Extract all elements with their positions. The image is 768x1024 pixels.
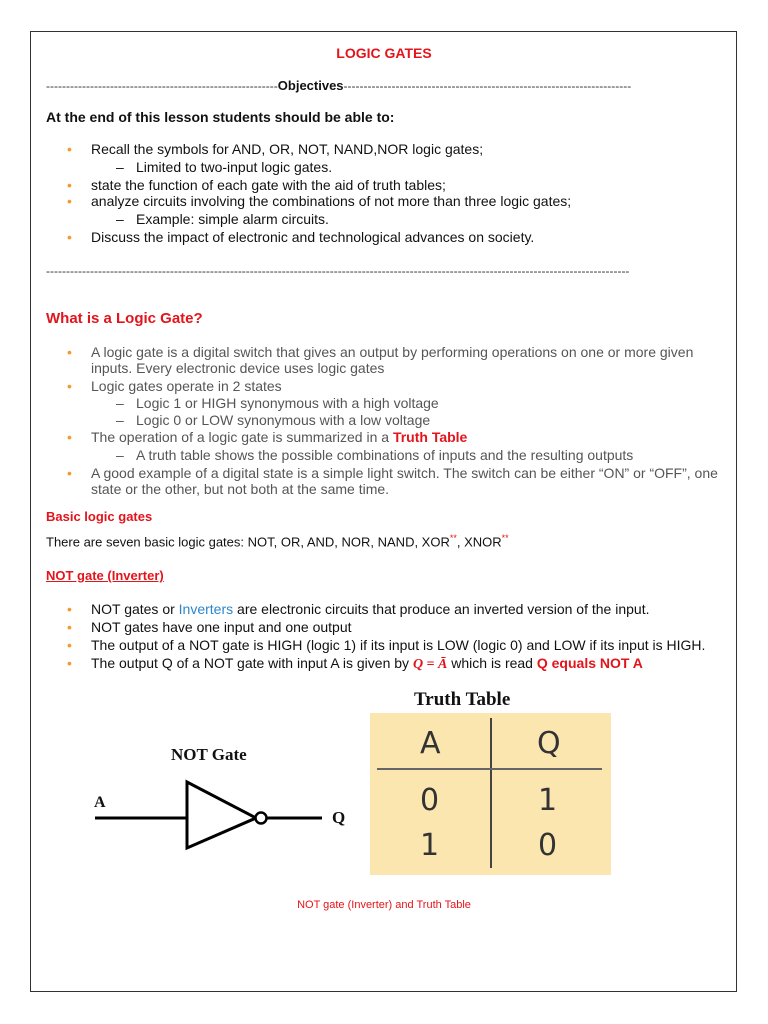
what-heading: What is a Logic Gate?: [46, 310, 203, 327]
what-item: Logic gates operate in 2 states: [91, 378, 282, 394]
header-q: Q: [537, 726, 561, 761]
header-divider: [377, 768, 602, 770]
cell: 1: [538, 783, 558, 818]
bullet-icon: •: [67, 601, 72, 617]
gate-output-label: Q: [332, 808, 346, 827]
what-item: A logic gate is a digital switch that gives an output by performing operations on one or more given: [91, 344, 694, 360]
not-item-text: NOT gates or: [91, 601, 179, 617]
bullet-icon: •: [67, 619, 72, 635]
dashes: ----------------------------------------------------------: [46, 79, 278, 93]
objectives-label: Objectives: [277, 79, 344, 93]
cell: 1: [420, 828, 440, 863]
not-item: [91, 601, 649, 617]
objective-subitem: Example: simple alarm circuits.: [136, 211, 329, 227]
what-item: [91, 429, 467, 445]
what-subitem: Logic 1 or HIGH synonymous with a high voltage: [136, 395, 439, 411]
asterisk-note: **: [449, 533, 457, 543]
bullet-icon: •: [67, 177, 72, 193]
bullet-icon: •: [67, 229, 72, 245]
basic-heading: Basic logic gates: [46, 509, 153, 524]
cell: 0: [538, 828, 558, 863]
dash-icon: –: [116, 395, 124, 411]
dash-icon: –: [116, 159, 124, 175]
not-item: NOT gates have one input and one output: [91, 619, 352, 635]
objective-item: Recall the symbols for AND, OR, NOT, NAND,NOR logic gates;: [91, 141, 484, 157]
page-title: LOGIC GATES: [336, 45, 432, 61]
not-heading: NOT gate (Inverter): [46, 568, 164, 583]
bullet-icon: •: [67, 655, 72, 671]
column-divider: [490, 718, 492, 868]
dash-icon: –: [116, 412, 124, 428]
what-item: A good example of a digital state is a simple light switch. The switch can be either “ON” or “OFF”, one: [91, 465, 718, 481]
truth-table-term: Truth Table: [392, 429, 468, 445]
header-a: A: [420, 726, 441, 761]
basic-text-main: There are seven basic logic gates: NOT, OR, AND, NOR, NAND, XOR: [46, 534, 450, 550]
equation: Q = Ā: [412, 657, 448, 672]
equation-reading: Q equals NOT A: [536, 655, 643, 671]
figure-caption: NOT gate (Inverter) and Truth Table: [297, 899, 471, 911]
not-item: [91, 655, 643, 673]
section-divider: --------------------------------------------------------------------------------------------------------------------------------------------------: [46, 264, 630, 278]
bullet-icon: •: [67, 193, 72, 209]
what-item-cont: inputs. Every electronic device uses logic gates: [91, 360, 385, 376]
not-item: The output of a NOT gate is HIGH (logic 1) if its input is LOW (logic 0) and LOW if its input is HIGH.: [91, 637, 706, 653]
asterisk-note: **: [501, 533, 509, 543]
bullet-icon: •: [67, 465, 72, 481]
inverters-term: Inverters: [178, 601, 234, 617]
not-item-text: The output Q of a NOT gate with input A is given by: [91, 655, 413, 671]
not-gate-symbol: [90, 775, 330, 865]
bullet-icon: •: [67, 429, 72, 445]
gate-input-label: A: [94, 794, 106, 811]
bullet-icon: •: [67, 378, 72, 394]
what-item-text: The operation of a logic gate is summarized in a: [91, 429, 393, 445]
dash-icon: –: [116, 447, 124, 463]
objective-item: state the function of each gate with the aid of truth tables;: [91, 177, 446, 193]
not-item-text: are electronic circuits that produce an inverted version of the input.: [233, 601, 650, 617]
truth-table-title: Truth Table: [414, 689, 511, 710]
objective-item: Discuss the impact of electronic and technological advances on society.: [91, 229, 535, 245]
objectives-divider: [46, 79, 696, 93]
objective-item: analyze circuits involving the combinations of not more than three logic gates;: [91, 193, 572, 209]
what-subitem: Logic 0 or LOW synonymous with a low voltage: [136, 412, 431, 428]
basic-text-xnor: , XNOR: [456, 534, 502, 550]
intro-text: At the end of this lesson students should be able to:: [46, 109, 395, 125]
bullet-icon: •: [67, 141, 72, 157]
dashes: ------------------------------------------------------------------------: [343, 79, 632, 93]
what-subitem: A truth table shows the possible combinations of inputs and the resulting outputs: [136, 447, 634, 463]
objective-subitem: Limited to two-input logic gates.: [136, 159, 333, 175]
basic-text: [46, 530, 509, 550]
bullet-icon: •: [67, 344, 72, 360]
what-item-cont: state or the other, but not both at the same time.: [91, 481, 390, 497]
not-gate-label: NOT Gate: [171, 745, 247, 764]
not-item-text: which is read: [447, 655, 537, 671]
bullet-icon: •: [67, 637, 72, 653]
truth-table: [370, 713, 611, 875]
dash-icon: –: [116, 211, 124, 227]
cell: 0: [420, 783, 440, 818]
